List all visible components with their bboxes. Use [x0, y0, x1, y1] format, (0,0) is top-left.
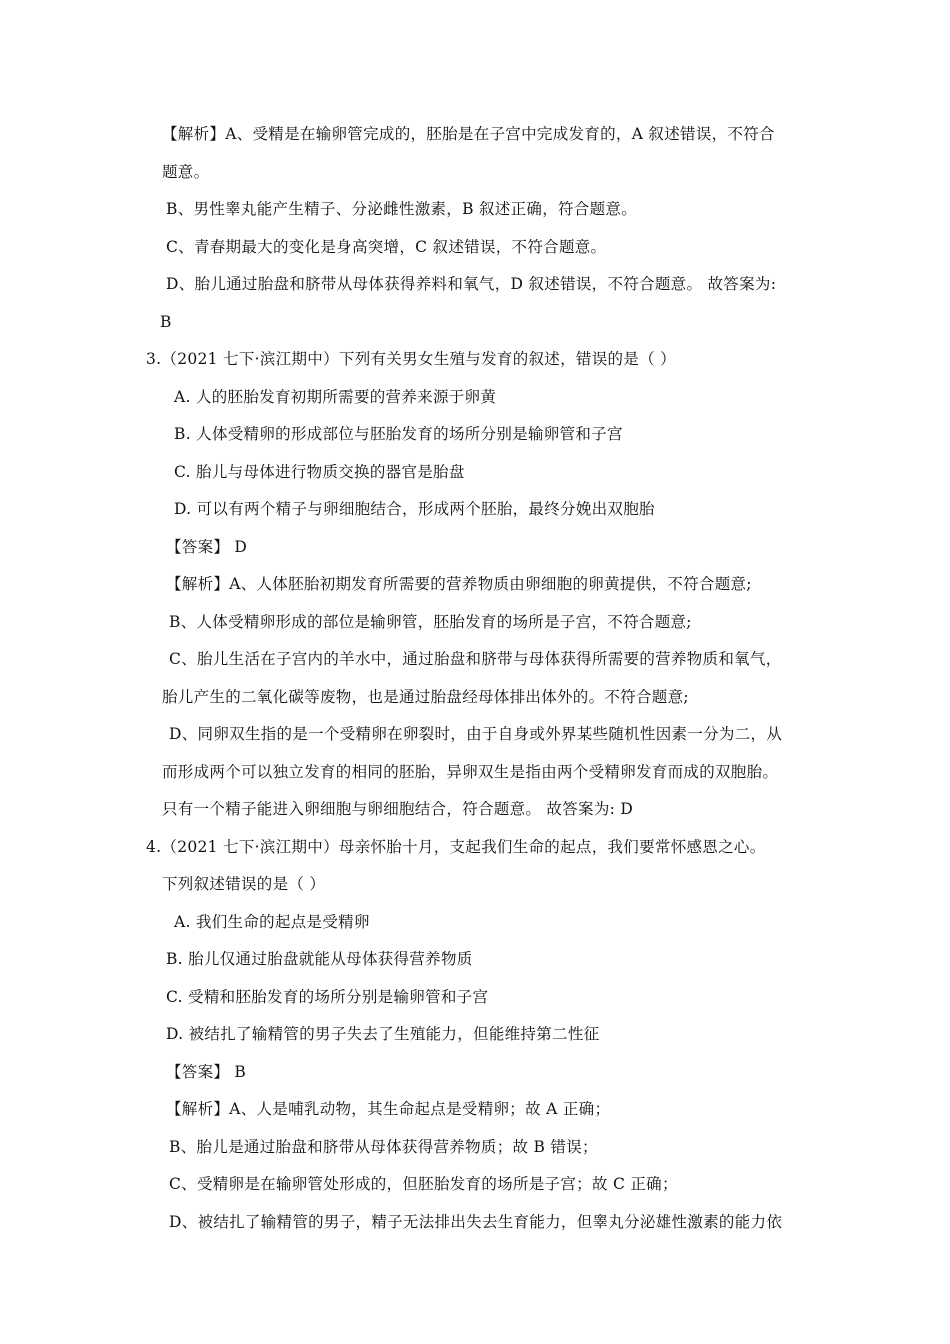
question-4-option-b: B. 胎儿仅通过胎盘就能从母体获得营养物质	[166, 950, 473, 968]
question-3-analysis-line: 【解析】A、人体胚胎初期发育所需要的营养物质由卵细胞的卵黄提供，不符合题意;	[166, 575, 752, 593]
question-3-stem: 3.（2021 七下·滨江期中）下列有关男女生殖与发育的叙述，错误的是（ ）	[146, 350, 676, 368]
question-3-option-c: C. 胎儿与母体进行物质交换的器官是胎盘	[174, 463, 465, 481]
question-4-analysis-line: B、胎儿是通过胎盘和脐带从母体获得营养物质；故 B 错误；	[169, 1138, 598, 1156]
question-4-option-a: A. 我们生命的起点是受精卵	[174, 913, 370, 931]
analysis-line: D、胎儿通过胎盘和脐带从母体获得养料和氧气，D 叙述错误，不符合题意。 故答案为:	[166, 275, 777, 293]
question-3-answer: 【答案】 D	[166, 538, 248, 556]
question-4-analysis-line: D、被结扎了输精管的男子，精子无法排出失去生育能力，但睾丸分泌雄性激素的能力依	[169, 1213, 783, 1231]
question-3-analysis-line: C、胎儿生活在子宫内的羊水中，通过胎盘和脐带与母体获得所需要的营养物质和氧气，	[169, 650, 782, 668]
question-3-option-a: A. 人的胚胎发育初期所需要的营养来源于卵黄	[174, 388, 497, 406]
question-3-analysis-line: 而形成两个可以独立发育的相同的胚胎，异卵双生是指由两个受精卵发育而成的双胞胎。	[162, 763, 779, 781]
question-4-analysis-line: C、受精卵是在输卵管处形成的，但胚胎发育的场所是子宫；故 C 正确；	[169, 1175, 678, 1193]
question-4-stem: 4.（2021 七下·滨江期中）母亲怀胎十月，支起我们生命的起点，我们要常怀感恩之心。	[146, 838, 766, 856]
analysis-line: C、青春期最大的变化是身高突增，C 叙述错误，不符合题意。	[166, 238, 607, 256]
question-3-analysis-line: B、人体受精卵形成的部位是输卵管，胚胎发育的场所是子宫，不符合题意;	[169, 613, 692, 631]
question-3-analysis-line: 胎儿产生的二氧化碳等废物，也是通过胎盘经母体排出体外的。不符合题意;	[162, 688, 689, 706]
question-4-option-d: D. 被结扎了输精管的男子失去了生殖能力，但能维持第二性征	[166, 1025, 600, 1043]
analysis-line: 【解析】A、受精是在输卵管完成的，胚胎是在子宫中完成发育的，A 叙述错误，不符合	[162, 125, 775, 143]
analysis-line: B、男性睾丸能产生精子、分泌雌性激素，B 叙述正确，符合题意。	[166, 200, 638, 218]
analysis-line: B	[160, 313, 172, 331]
question-4-answer: 【答案】 B	[166, 1063, 247, 1081]
question-4-stem-continued: 下列叙述错误的是（ ）	[162, 875, 326, 893]
question-3-option-d: D. 可以有两个精子与卵细胞结合，形成两个胚胎，最终分娩出双胞胎	[174, 500, 655, 518]
analysis-line: 题意。	[162, 163, 210, 181]
question-4-option-c: C. 受精和胚胎发育的场所分别是输卵管和子宫	[166, 988, 489, 1006]
question-4-analysis-line: 【解析】A、人是哺乳动物，其生命起点是受精卵；故 A 正确；	[166, 1100, 611, 1118]
question-3-analysis-line: D、同卵双生指的是一个受精卵在卵裂时，由于自身或外界某些随机性因素一分为二，从	[169, 725, 783, 743]
question-3-option-b: B. 人体受精卵的形成部位与胚胎发育的场所分别是输卵管和子宫	[174, 425, 623, 443]
question-3-analysis-line: 只有一个精子能进入卵细胞与卵细胞结合，符合题意。 故答案为: D	[162, 800, 634, 818]
